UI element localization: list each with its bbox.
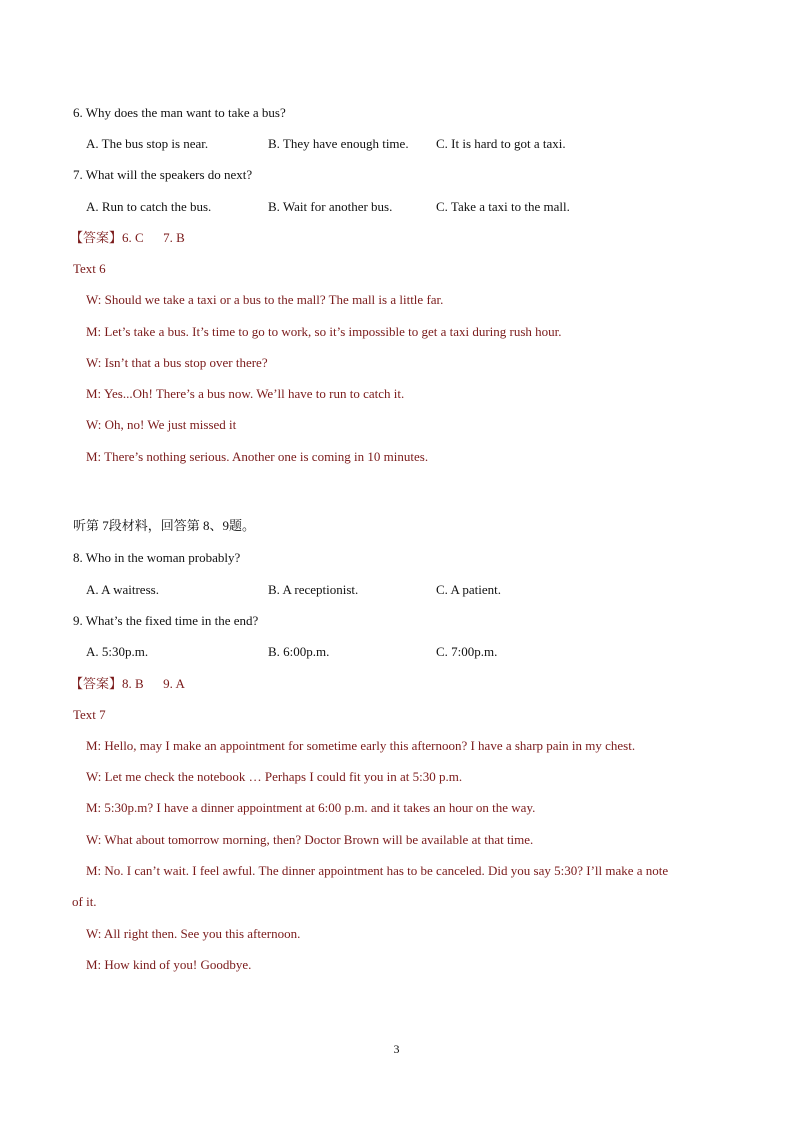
text-6-title: Text 6: [73, 261, 106, 276]
text-7-line: M: Hello, may I make an appointment for sometime early this afternoon? I have a sharp pain in my chest.: [86, 738, 636, 753]
question-6: 6. Why does the man want to take a bus?: [73, 105, 286, 120]
text-7-title: Text 7: [73, 707, 106, 722]
q7-option-a: A. Run to catch the bus.: [86, 199, 212, 214]
answer-value: 6. C 7. B: [122, 230, 185, 245]
q8-option-b: B. A receptionist.: [268, 582, 359, 597]
page-number: 3: [393, 1042, 400, 1056]
answer-value: 8. B 9. A: [122, 676, 185, 691]
section-7-instruction: 听第 7段材料，回答第 8、9题。: [73, 518, 256, 533]
text-6-line: M: Yes...Oh! There’s a bus now. We’ll have to run to catch it.: [86, 386, 405, 401]
q8-option-c: C. A patient.: [436, 582, 501, 597]
q6-option-c: C. It is hard to got a taxi.: [436, 136, 566, 151]
q7-option-b: B. Wait for another bus.: [268, 199, 393, 214]
q8-option-a: A. A waitress.: [86, 582, 159, 597]
q9-option-b: B. 6:00p.m.: [268, 644, 330, 659]
answer-block-1: [70, 230, 185, 246]
question-8: 8. Who in the woman probably?: [73, 550, 241, 565]
text-7-line: W: Let me check the notebook … Perhaps I could fit you in at 5:30 p.m.: [86, 769, 463, 784]
text-7-line: M: No. I can’t wait. I feel awful. The dinner appointment has to be canceled. Did you say 5:30? I’ll make a note: [86, 863, 669, 878]
question-9: 9. What’s the fixed time in the end?: [73, 613, 259, 628]
text-6-line: W: Isn’t that a bus stop over there?: [86, 355, 268, 370]
text-7-line: W: What about tomorrow morning, then? Doctor Brown will be available at that time.: [86, 832, 534, 847]
answer-label: 【答案】: [70, 230, 123, 245]
q7-option-c: C. Take a taxi to the mall.: [436, 199, 570, 214]
text-7-line: W: All right then. See you this afternoon.: [86, 926, 301, 941]
text-7-line: M: 5:30p.m? I have a dinner appointment at 6:00 p.m. and it takes an hour on the way.: [86, 800, 536, 815]
q6-option-b: B. They have enough time.: [268, 136, 409, 151]
answer-block-2: [70, 676, 185, 692]
q6-option-a: A. The bus stop is near.: [86, 136, 209, 151]
text-6-line: M: Let’s take a bus. It’s time to go to work, so it’s impossible to get a taxi during rush hour.: [86, 324, 562, 339]
answer-label: 【答案】: [70, 676, 123, 691]
text-6-line: W: Oh, no! We just missed it: [86, 417, 237, 432]
q9-option-a: A. 5:30p.m.: [86, 644, 149, 659]
question-7: 7. What will the speakers do next?: [73, 167, 253, 182]
text-6-line: W: Should we take a taxi or a bus to the mall? The mall is a little far.: [86, 292, 444, 307]
q9-option-c: C. 7:00p.m.: [436, 644, 498, 659]
text-6-line: M: There’s nothing serious. Another one is coming in 10 minutes.: [86, 449, 429, 464]
text-7-line-continuation: of it.: [72, 894, 97, 909]
text-7-line: M: How kind of you! Goodbye.: [86, 957, 252, 972]
